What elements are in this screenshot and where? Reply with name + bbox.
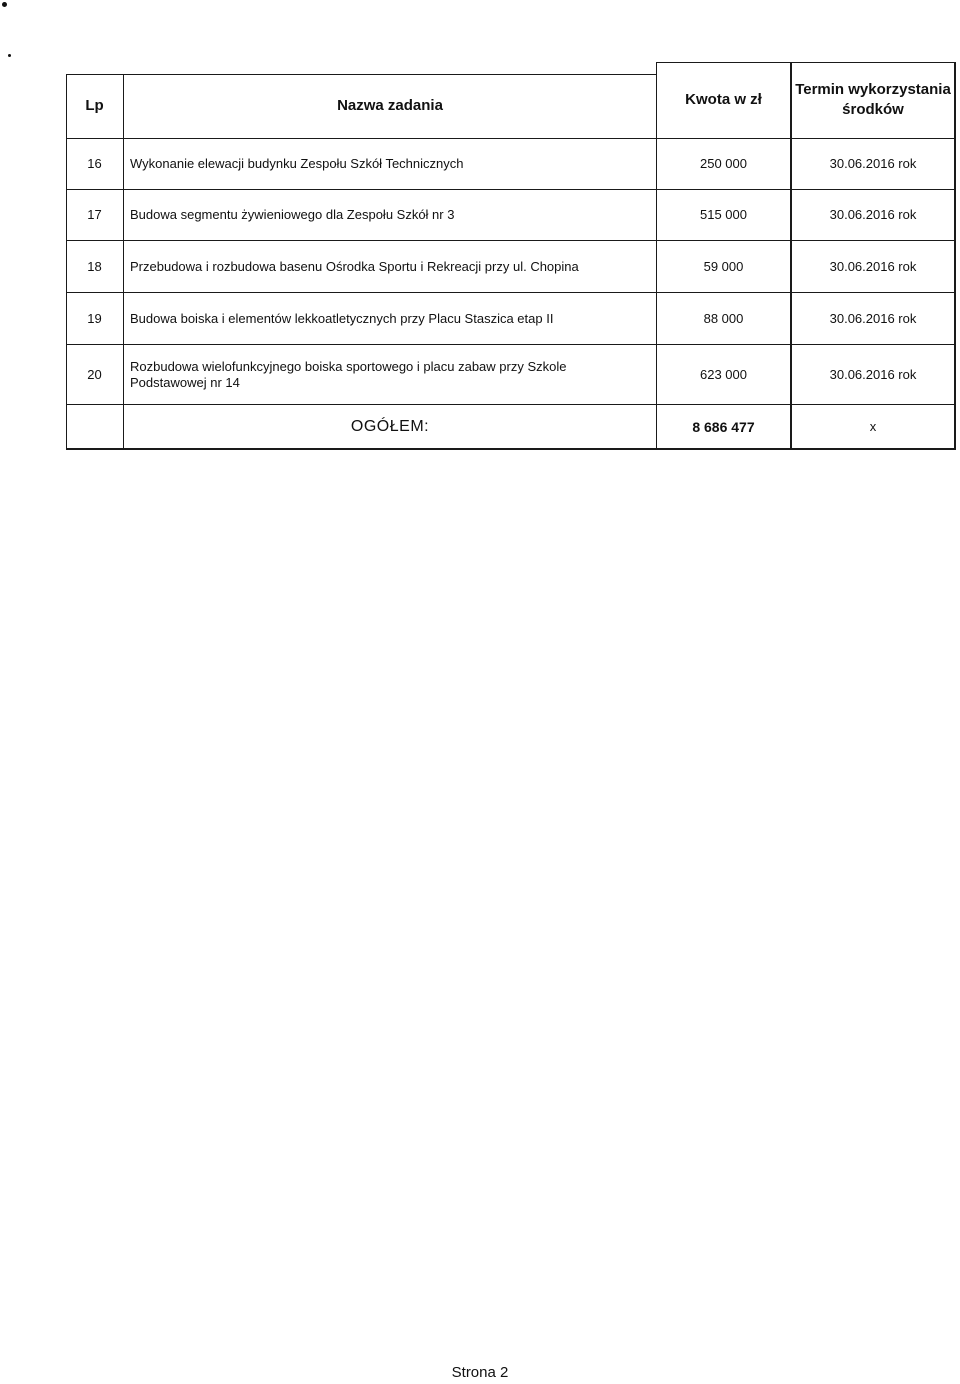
row-lp: 17 xyxy=(87,207,102,222)
header-amount: Kwota w zł xyxy=(685,91,762,108)
header-lp: Lp xyxy=(85,97,104,114)
task-name-line: Przebudowa i rozbudowa basenu Ośrodka Sportu i Rekreacji przy ul. Chopina xyxy=(130,258,579,274)
scan-speck xyxy=(2,2,7,7)
header-task-name: Nazwa zadania xyxy=(337,97,443,114)
row-amount: 250 000 xyxy=(700,156,747,171)
scan-speck xyxy=(8,54,11,57)
row-task-name xyxy=(130,139,654,189)
row-amount: 515 000 xyxy=(700,207,747,222)
row-deadline: 30.06.2016 rok xyxy=(829,258,917,274)
task-name-line: Rozbudowa wielofunkcyjnego boiska sportowego i placu zabaw przy Szkole xyxy=(130,358,567,374)
page-number: Strona 2 xyxy=(451,1364,509,1381)
total-label: OGÓŁEM: xyxy=(350,417,430,435)
task-name-line: Budowa boiska i elementów lekkoatletycznych przy Placu Staszica etap II xyxy=(130,310,554,326)
task-name-line: Podstawowej nr 14 xyxy=(130,374,240,390)
row-lp: 18 xyxy=(87,258,102,274)
row-task-name xyxy=(130,241,654,292)
table-border-bottom xyxy=(66,448,956,450)
row-lp: 19 xyxy=(87,310,102,326)
row-amount: 59 000 xyxy=(703,258,744,274)
task-name-line: Budowa segmentu żywieniowego dla Zespołu Szkół nr 3 xyxy=(130,207,455,222)
row-lp: 16 xyxy=(87,156,102,171)
row-deadline: 30.06.2016 rok xyxy=(829,207,917,222)
row-lp: 20 xyxy=(87,366,102,382)
row-amount: 623 000 xyxy=(700,366,747,382)
task-name-line: Wykonanie elewacji budynku Zespołu Szkół Technicznych xyxy=(130,156,464,171)
row-deadline: 30.06.2016 rok xyxy=(829,156,917,171)
row-amount: 88 000 xyxy=(703,310,744,326)
total-amount: 8 686 477 xyxy=(692,418,755,435)
header-deadline: Termin wykorzystania środków xyxy=(795,81,951,118)
row-task-name xyxy=(130,345,654,404)
row-deadline: 30.06.2016 rok xyxy=(829,310,917,326)
row-deadline: 30.06.2016 rok xyxy=(829,366,917,382)
task-table xyxy=(66,62,956,450)
row-task-name xyxy=(130,190,654,240)
table-border-right xyxy=(954,62,956,450)
row-task-name xyxy=(130,293,654,344)
total-deadline: x xyxy=(869,418,877,434)
